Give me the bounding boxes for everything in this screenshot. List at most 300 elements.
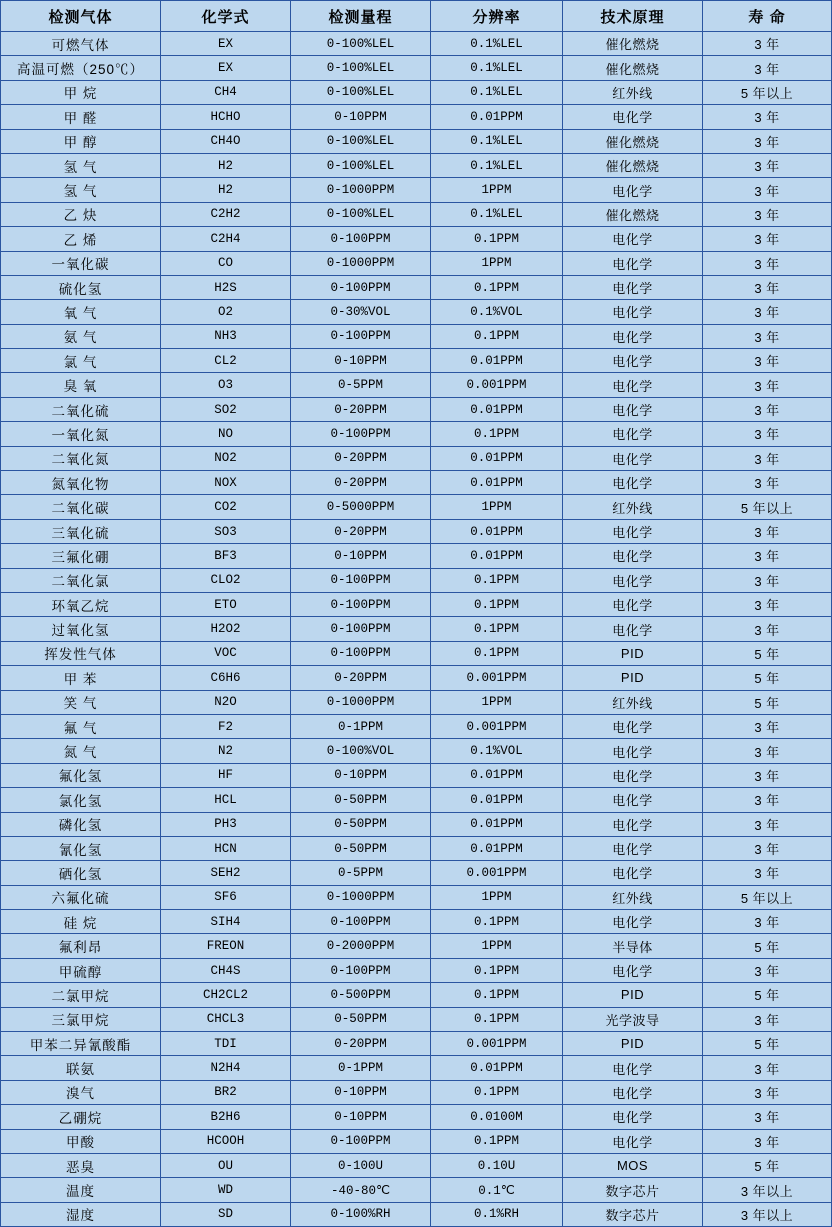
cell-lifespan: 5 年 xyxy=(703,983,832,1007)
table-row xyxy=(1,1080,832,1104)
cell-lifespan: 3 年 xyxy=(703,1056,832,1080)
cell-resolution: 0.01PPM xyxy=(431,446,563,470)
column-header-formula: 化学式 xyxy=(161,1,291,32)
cell-resolution: 1PPM xyxy=(431,690,563,714)
table-row xyxy=(1,690,832,714)
cell-resolution: 0.0100M xyxy=(431,1105,563,1129)
cell-formula: HCHO xyxy=(161,105,291,129)
cell-principle: 催化燃烧 xyxy=(563,202,703,226)
cell-principle: 电化学 xyxy=(563,251,703,275)
table-row xyxy=(1,519,832,543)
cell-lifespan: 3 年 xyxy=(703,910,832,934)
cell-range: 0-20PPM xyxy=(291,1032,431,1056)
cell-lifespan: 3 年 xyxy=(703,617,832,641)
table-row xyxy=(1,836,832,860)
cell-lifespan: 3 年 xyxy=(703,105,832,129)
cell-resolution: 0.01PPM xyxy=(431,519,563,543)
cell-resolution: 0.01PPM xyxy=(431,105,563,129)
cell-principle: 电化学 xyxy=(563,544,703,568)
cell-range: 0-5PPM xyxy=(291,861,431,885)
cell-range: 0-100%LEL xyxy=(291,56,431,80)
cell-resolution: 0.1%LEL xyxy=(431,56,563,80)
cell-formula: CL2 xyxy=(161,349,291,373)
cell-lifespan: 5 年 xyxy=(703,1153,832,1177)
cell-range: 0-50PPM xyxy=(291,788,431,812)
cell-principle: 电化学 xyxy=(563,1129,703,1153)
cell-formula: CO2 xyxy=(161,495,291,519)
table-row xyxy=(1,861,832,885)
cell-range: 0-50PPM xyxy=(291,1007,431,1031)
cell-formula: VOC xyxy=(161,641,291,665)
cell-range: 0-100PPM xyxy=(291,1129,431,1153)
table-row xyxy=(1,275,832,299)
cell-range: 0-100PPM xyxy=(291,958,431,982)
cell-gas: 氟化氢 xyxy=(1,763,161,787)
cell-formula: H2 xyxy=(161,178,291,202)
cell-resolution: 0.01PPM xyxy=(431,763,563,787)
cell-principle: 电化学 xyxy=(563,617,703,641)
table-row xyxy=(1,739,832,763)
cell-gas: 联氨 xyxy=(1,1056,161,1080)
cell-resolution: 0.01PPM xyxy=(431,349,563,373)
cell-lifespan: 3 年 xyxy=(703,324,832,348)
cell-range: 0-100PPM xyxy=(291,275,431,299)
table-row xyxy=(1,373,832,397)
cell-range: 0-1000PPM xyxy=(291,178,431,202)
cell-resolution: 1PPM xyxy=(431,885,563,909)
cell-lifespan: 5 年以上 xyxy=(703,885,832,909)
cell-gas: 二氧化氯 xyxy=(1,568,161,592)
table-row xyxy=(1,56,832,80)
cell-principle: 电化学 xyxy=(563,910,703,934)
cell-range: 0-20PPM xyxy=(291,446,431,470)
cell-lifespan: 3 年以上 xyxy=(703,1202,832,1226)
column-header-range: 检测量程 xyxy=(291,1,431,32)
cell-range: 0-20PPM xyxy=(291,666,431,690)
table-header xyxy=(1,1,832,32)
table-row xyxy=(1,324,832,348)
cell-lifespan: 3 年 xyxy=(703,422,832,446)
cell-gas: 二氧化氮 xyxy=(1,446,161,470)
table-body xyxy=(1,32,832,1227)
cell-lifespan: 3 年 xyxy=(703,471,832,495)
cell-principle: 电化学 xyxy=(563,422,703,446)
cell-formula: H2O2 xyxy=(161,617,291,641)
cell-formula: N2O xyxy=(161,690,291,714)
cell-principle: 催化燃烧 xyxy=(563,56,703,80)
cell-range: 0-1PPM xyxy=(291,714,431,738)
cell-principle: MOS xyxy=(563,1153,703,1177)
cell-range: 0-100PPM xyxy=(291,910,431,934)
cell-gas: 甲苯二异氰酸酯 xyxy=(1,1032,161,1056)
cell-principle: 电化学 xyxy=(563,178,703,202)
cell-range: 0-100PPM xyxy=(291,592,431,616)
cell-lifespan: 5 年以上 xyxy=(703,80,832,104)
cell-resolution: 0.1PPM xyxy=(431,592,563,616)
table-row xyxy=(1,422,832,446)
cell-formula: HCOOH xyxy=(161,1129,291,1153)
cell-gas: 氟 气 xyxy=(1,714,161,738)
cell-lifespan: 3 年 xyxy=(703,275,832,299)
cell-lifespan: 5 年 xyxy=(703,641,832,665)
cell-lifespan: 3 年 xyxy=(703,763,832,787)
cell-gas: 臭 氧 xyxy=(1,373,161,397)
cell-formula: PH3 xyxy=(161,812,291,836)
cell-resolution: 1PPM xyxy=(431,251,563,275)
cell-range: 0-1000PPM xyxy=(291,251,431,275)
cell-principle: 催化燃烧 xyxy=(563,32,703,56)
column-header-principle: 技术原理 xyxy=(563,1,703,32)
cell-principle: 电化学 xyxy=(563,592,703,616)
cell-gas: 氯化氢 xyxy=(1,788,161,812)
table-row xyxy=(1,1105,832,1129)
cell-resolution: 0.1PPM xyxy=(431,983,563,1007)
table-row xyxy=(1,617,832,641)
cell-lifespan: 3 年 xyxy=(703,812,832,836)
cell-principle: 红外线 xyxy=(563,690,703,714)
cell-principle: 半导体 xyxy=(563,934,703,958)
cell-lifespan: 3 年 xyxy=(703,1129,832,1153)
cell-gas: 乙 烯 xyxy=(1,227,161,251)
cell-resolution: 0.1%LEL xyxy=(431,129,563,153)
cell-lifespan: 5 年以上 xyxy=(703,495,832,519)
cell-gas: 三氯甲烷 xyxy=(1,1007,161,1031)
cell-principle: PID xyxy=(563,666,703,690)
cell-resolution: 0.1PPM xyxy=(431,324,563,348)
cell-resolution: 1PPM xyxy=(431,934,563,958)
cell-formula: HCN xyxy=(161,836,291,860)
cell-principle: 电化学 xyxy=(563,397,703,421)
cell-principle: 电化学 xyxy=(563,471,703,495)
cell-lifespan: 3 年 xyxy=(703,202,832,226)
cell-formula: H2 xyxy=(161,153,291,177)
cell-lifespan: 3 年 xyxy=(703,1080,832,1104)
cell-formula: EX xyxy=(161,32,291,56)
cell-formula: NO xyxy=(161,422,291,446)
cell-resolution: 0.1%LEL xyxy=(431,32,563,56)
table-row xyxy=(1,885,832,909)
cell-formula: C2H4 xyxy=(161,227,291,251)
table-row xyxy=(1,1178,832,1202)
cell-principle: 电化学 xyxy=(563,324,703,348)
cell-range: 0-20PPM xyxy=(291,471,431,495)
cell-resolution: 0.1PPM xyxy=(431,1129,563,1153)
cell-principle: 电化学 xyxy=(563,714,703,738)
cell-gas: 二氯甲烷 xyxy=(1,983,161,1007)
table-row xyxy=(1,714,832,738)
cell-gas: 氢 气 xyxy=(1,153,161,177)
cell-range: 0-100PPM xyxy=(291,568,431,592)
cell-gas: 氧 气 xyxy=(1,300,161,324)
cell-formula: F2 xyxy=(161,714,291,738)
cell-gas: 氟利昂 xyxy=(1,934,161,958)
cell-resolution: 1PPM xyxy=(431,495,563,519)
cell-formula: NO2 xyxy=(161,446,291,470)
cell-resolution: 0.1PPM xyxy=(431,1007,563,1031)
cell-resolution: 0.10U xyxy=(431,1153,563,1177)
cell-range: 0-100PPM xyxy=(291,227,431,251)
cell-resolution: 0.1PPM xyxy=(431,958,563,982)
cell-formula: OU xyxy=(161,1153,291,1177)
cell-resolution: 0.1PPM xyxy=(431,422,563,446)
cell-gas: 硒化氢 xyxy=(1,861,161,885)
cell-formula: NH3 xyxy=(161,324,291,348)
table-row xyxy=(1,958,832,982)
cell-lifespan: 3 年 xyxy=(703,568,832,592)
cell-gas: 氯 气 xyxy=(1,349,161,373)
table-header-row xyxy=(1,1,832,32)
cell-formula: CH4O xyxy=(161,129,291,153)
cell-lifespan: 3 年 xyxy=(703,349,832,373)
cell-formula: NOX xyxy=(161,471,291,495)
cell-formula: ETO xyxy=(161,592,291,616)
cell-gas: 一氧化碳 xyxy=(1,251,161,275)
cell-lifespan: 3 年 xyxy=(703,739,832,763)
cell-principle: 电化学 xyxy=(563,739,703,763)
cell-range: 0-100%VOL xyxy=(291,739,431,763)
table-row xyxy=(1,544,832,568)
cell-principle: 电化学 xyxy=(563,300,703,324)
cell-resolution: 0.1%LEL xyxy=(431,153,563,177)
table-row xyxy=(1,934,832,958)
cell-gas: 三氟化硼 xyxy=(1,544,161,568)
cell-principle: 电化学 xyxy=(563,446,703,470)
cell-formula: C6H6 xyxy=(161,666,291,690)
table-row xyxy=(1,1007,832,1031)
cell-range: 0-10PPM xyxy=(291,105,431,129)
table-row xyxy=(1,471,832,495)
cell-resolution: 0.01PPM xyxy=(431,812,563,836)
cell-range: 0-50PPM xyxy=(291,836,431,860)
table-row xyxy=(1,105,832,129)
cell-resolution: 0.01PPM xyxy=(431,836,563,860)
table-row xyxy=(1,80,832,104)
cell-gas: 高温可燃（250℃） xyxy=(1,56,161,80)
cell-resolution: 0.001PPM xyxy=(431,714,563,738)
cell-formula: H2S xyxy=(161,275,291,299)
cell-principle: 电化学 xyxy=(563,788,703,812)
table-row xyxy=(1,1032,832,1056)
cell-principle: 电化学 xyxy=(563,275,703,299)
cell-formula: O3 xyxy=(161,373,291,397)
cell-range: 0-100PPM xyxy=(291,641,431,665)
cell-formula: BR2 xyxy=(161,1080,291,1104)
column-header-resolution: 分辨率 xyxy=(431,1,563,32)
cell-formula: N2 xyxy=(161,739,291,763)
table-row xyxy=(1,1056,832,1080)
table-row xyxy=(1,300,832,324)
cell-lifespan: 3 年 xyxy=(703,373,832,397)
cell-gas: 甲 烷 xyxy=(1,80,161,104)
cell-principle: 红外线 xyxy=(563,495,703,519)
cell-gas: 乙硼烷 xyxy=(1,1105,161,1129)
cell-lifespan: 5 年 xyxy=(703,934,832,958)
cell-range: 0-30%VOL xyxy=(291,300,431,324)
cell-formula: SO2 xyxy=(161,397,291,421)
cell-lifespan: 3 年 xyxy=(703,251,832,275)
table-row xyxy=(1,397,832,421)
cell-lifespan: 5 年 xyxy=(703,666,832,690)
cell-range: 0-10PPM xyxy=(291,544,431,568)
cell-gas: 磷化氢 xyxy=(1,812,161,836)
cell-lifespan: 3 年 xyxy=(703,56,832,80)
cell-lifespan: 3 年 xyxy=(703,153,832,177)
table-row xyxy=(1,1202,832,1226)
cell-principle: 催化燃烧 xyxy=(563,153,703,177)
cell-gas: 环氧乙烷 xyxy=(1,592,161,616)
cell-gas: 二氧化硫 xyxy=(1,397,161,421)
cell-range: 0-20PPM xyxy=(291,397,431,421)
cell-gas: 氮 气 xyxy=(1,739,161,763)
table-row xyxy=(1,788,832,812)
cell-principle: PID xyxy=(563,1032,703,1056)
cell-gas: 乙 炔 xyxy=(1,202,161,226)
cell-lifespan: 3 年 xyxy=(703,592,832,616)
cell-gas: 笑 气 xyxy=(1,690,161,714)
cell-principle: 红外线 xyxy=(563,80,703,104)
cell-resolution: 1PPM xyxy=(431,178,563,202)
cell-lifespan: 3 年 xyxy=(703,544,832,568)
cell-resolution: 0.1%LEL xyxy=(431,202,563,226)
cell-range: 0-10PPM xyxy=(291,1105,431,1129)
cell-range: 0-5000PPM xyxy=(291,495,431,519)
cell-lifespan: 3 年 xyxy=(703,836,832,860)
cell-gas: 温度 xyxy=(1,1178,161,1202)
cell-resolution: 0.1PPM xyxy=(431,641,563,665)
cell-formula: CH4S xyxy=(161,958,291,982)
table-row xyxy=(1,983,832,1007)
cell-lifespan: 3 年 xyxy=(703,1105,832,1129)
cell-principle: PID xyxy=(563,641,703,665)
table-row xyxy=(1,32,832,56)
cell-resolution: 0.01PPM xyxy=(431,471,563,495)
cell-formula: SO3 xyxy=(161,519,291,543)
cell-lifespan: 3 年以上 xyxy=(703,1178,832,1202)
cell-gas: 溴气 xyxy=(1,1080,161,1104)
cell-principle: 数字芯片 xyxy=(563,1202,703,1226)
table-row xyxy=(1,592,832,616)
cell-principle: 电化学 xyxy=(563,763,703,787)
cell-lifespan: 3 年 xyxy=(703,397,832,421)
cell-formula: CO xyxy=(161,251,291,275)
cell-principle: 电化学 xyxy=(563,373,703,397)
cell-principle: 电化学 xyxy=(563,568,703,592)
cell-principle: 光学波导 xyxy=(563,1007,703,1031)
cell-range: 0-100U xyxy=(291,1153,431,1177)
cell-principle: 电化学 xyxy=(563,519,703,543)
table-row xyxy=(1,349,832,373)
cell-gas: 恶臭 xyxy=(1,1153,161,1177)
cell-principle: 电化学 xyxy=(563,105,703,129)
cell-gas: 硫化氢 xyxy=(1,275,161,299)
table-row xyxy=(1,227,832,251)
cell-gas: 过氧化氢 xyxy=(1,617,161,641)
cell-resolution: 0.01PPM xyxy=(431,788,563,812)
cell-gas: 挥发性气体 xyxy=(1,641,161,665)
cell-resolution: 0.1℃ xyxy=(431,1178,563,1202)
cell-formula: C2H2 xyxy=(161,202,291,226)
cell-range: 0-10PPM xyxy=(291,349,431,373)
table-row xyxy=(1,446,832,470)
table-row xyxy=(1,763,832,787)
cell-range: 0-5PPM xyxy=(291,373,431,397)
cell-gas: 硅 烷 xyxy=(1,910,161,934)
cell-principle: 数字芯片 xyxy=(563,1178,703,1202)
table-row xyxy=(1,153,832,177)
table-row xyxy=(1,812,832,836)
table-row xyxy=(1,202,832,226)
cell-lifespan: 3 年 xyxy=(703,519,832,543)
cell-lifespan: 3 年 xyxy=(703,129,832,153)
cell-range: 0-100%LEL xyxy=(291,202,431,226)
table-row xyxy=(1,1129,832,1153)
cell-lifespan: 3 年 xyxy=(703,788,832,812)
cell-lifespan: 3 年 xyxy=(703,446,832,470)
cell-gas: 六氟化硫 xyxy=(1,885,161,909)
cell-gas: 氢 气 xyxy=(1,178,161,202)
table-row xyxy=(1,251,832,275)
cell-range: 0-100%LEL xyxy=(291,153,431,177)
cell-formula: EX xyxy=(161,56,291,80)
cell-resolution: 0.1PPM xyxy=(431,568,563,592)
cell-range: 0-100%LEL xyxy=(291,129,431,153)
cell-gas: 甲 醛 xyxy=(1,105,161,129)
cell-gas: 一氧化氮 xyxy=(1,422,161,446)
cell-formula: N2H4 xyxy=(161,1056,291,1080)
cell-principle: 电化学 xyxy=(563,349,703,373)
cell-gas: 氮氧化物 xyxy=(1,471,161,495)
cell-resolution: 0.1%LEL xyxy=(431,80,563,104)
cell-formula: HCL xyxy=(161,788,291,812)
cell-principle: 电化学 xyxy=(563,227,703,251)
table-row xyxy=(1,1153,832,1177)
cell-gas: 可燃气体 xyxy=(1,32,161,56)
table-row xyxy=(1,568,832,592)
cell-lifespan: 5 年 xyxy=(703,690,832,714)
table-row xyxy=(1,666,832,690)
cell-range: 0-100%LEL xyxy=(291,32,431,56)
cell-resolution: 0.1PPM xyxy=(431,1080,563,1104)
cell-gas: 氰化氢 xyxy=(1,836,161,860)
cell-range: 0-1PPM xyxy=(291,1056,431,1080)
cell-formula: SD xyxy=(161,1202,291,1226)
cell-lifespan: 3 年 xyxy=(703,300,832,324)
cell-principle: PID xyxy=(563,983,703,1007)
cell-resolution: 0.1%VOL xyxy=(431,739,563,763)
column-header-gas: 检测气体 xyxy=(1,1,161,32)
cell-resolution: 0.01PPM xyxy=(431,544,563,568)
cell-range: -40-80℃ xyxy=(291,1178,431,1202)
cell-resolution: 0.001PPM xyxy=(431,861,563,885)
cell-lifespan: 3 年 xyxy=(703,714,832,738)
cell-principle: 电化学 xyxy=(563,1080,703,1104)
cell-formula: WD xyxy=(161,1178,291,1202)
cell-principle: 电化学 xyxy=(563,836,703,860)
cell-lifespan: 3 年 xyxy=(703,958,832,982)
cell-range: 0-10PPM xyxy=(291,763,431,787)
cell-lifespan: 3 年 xyxy=(703,861,832,885)
cell-range: 0-500PPM xyxy=(291,983,431,1007)
cell-principle: 电化学 xyxy=(563,958,703,982)
cell-resolution: 0.01PPM xyxy=(431,397,563,421)
cell-principle: 电化学 xyxy=(563,861,703,885)
cell-formula: CHCL3 xyxy=(161,1007,291,1031)
cell-resolution: 0.1%VOL xyxy=(431,300,563,324)
cell-gas: 甲酸 xyxy=(1,1129,161,1153)
cell-gas: 二氧化碳 xyxy=(1,495,161,519)
cell-principle: 催化燃烧 xyxy=(563,129,703,153)
cell-range: 0-20PPM xyxy=(291,519,431,543)
